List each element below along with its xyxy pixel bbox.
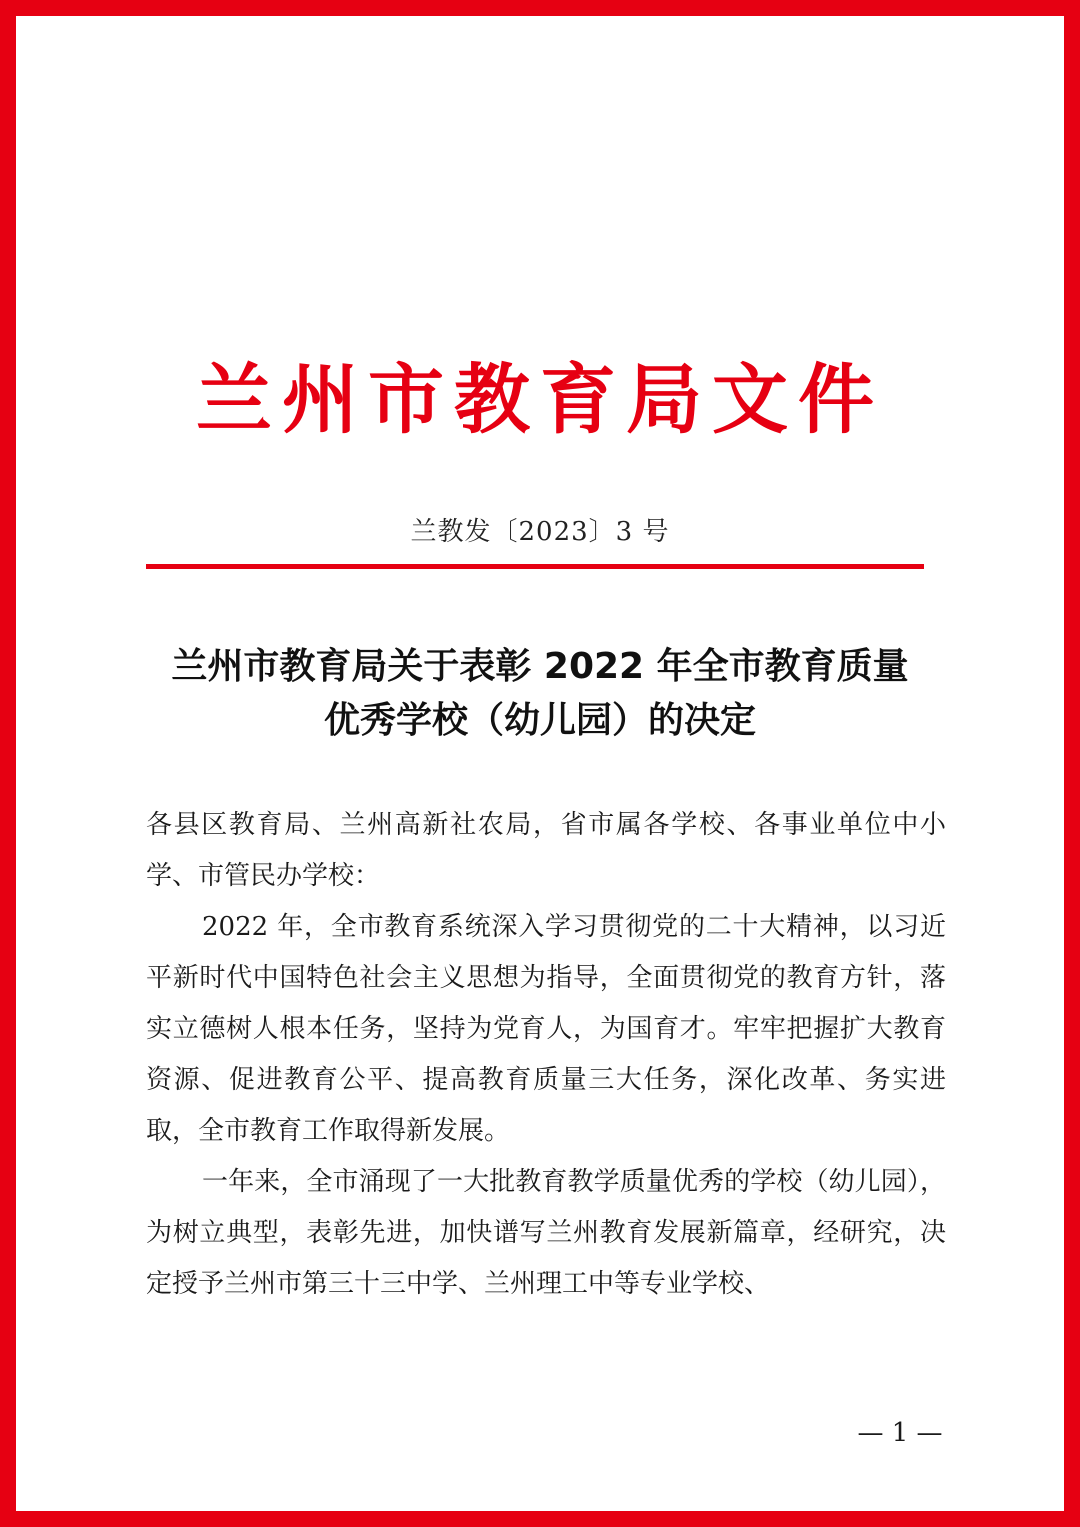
document-header-title: 兰州市教育局文件 — [196, 355, 884, 444]
document-body — [146, 800, 946, 1310]
document-title-line-1: 兰州市教育局关于表彰 2022 年全市教育质量 — [171, 646, 909, 687]
body-paragraph-1: 2022 年，全市教育系统深入学习贯彻党的二十大精神，以习近平新时代中国特色社会主义思想为指导，全面贯彻党的教育方针，落实立德树人根本任务，坚持为党育人，为国育才。牢牢把握扩大教育资源、促进教育公平、提高教育质量三大任务，深化改革、务实进取，全市教育工作取得新发展。 — [146, 912, 946, 1146]
page-number: — 1 — — [857, 1418, 943, 1448]
document-title-line-2: 优秀学校（幼儿园）的决定 — [323, 700, 756, 741]
document-number: 兰教发〔2023〕3 号 — [410, 517, 670, 547]
body-paragraph-2: 一年来，全市涌现了一大批教育教学质量优秀的学校（幼儿园），为树立典型，表彰先进，加快谱写兰州教育发展新篇章，经研究，决定授予兰州市第三十三中学、兰州理工中等专业学校、 — [146, 1167, 946, 1299]
addressee-paragraph: 各县区教育局、兰州高新社农局，省市属各学校、各事业单位中小学、市管民办学校： — [146, 810, 946, 891]
red-divider-line — [146, 564, 924, 569]
document-title — [120, 640, 960, 748]
